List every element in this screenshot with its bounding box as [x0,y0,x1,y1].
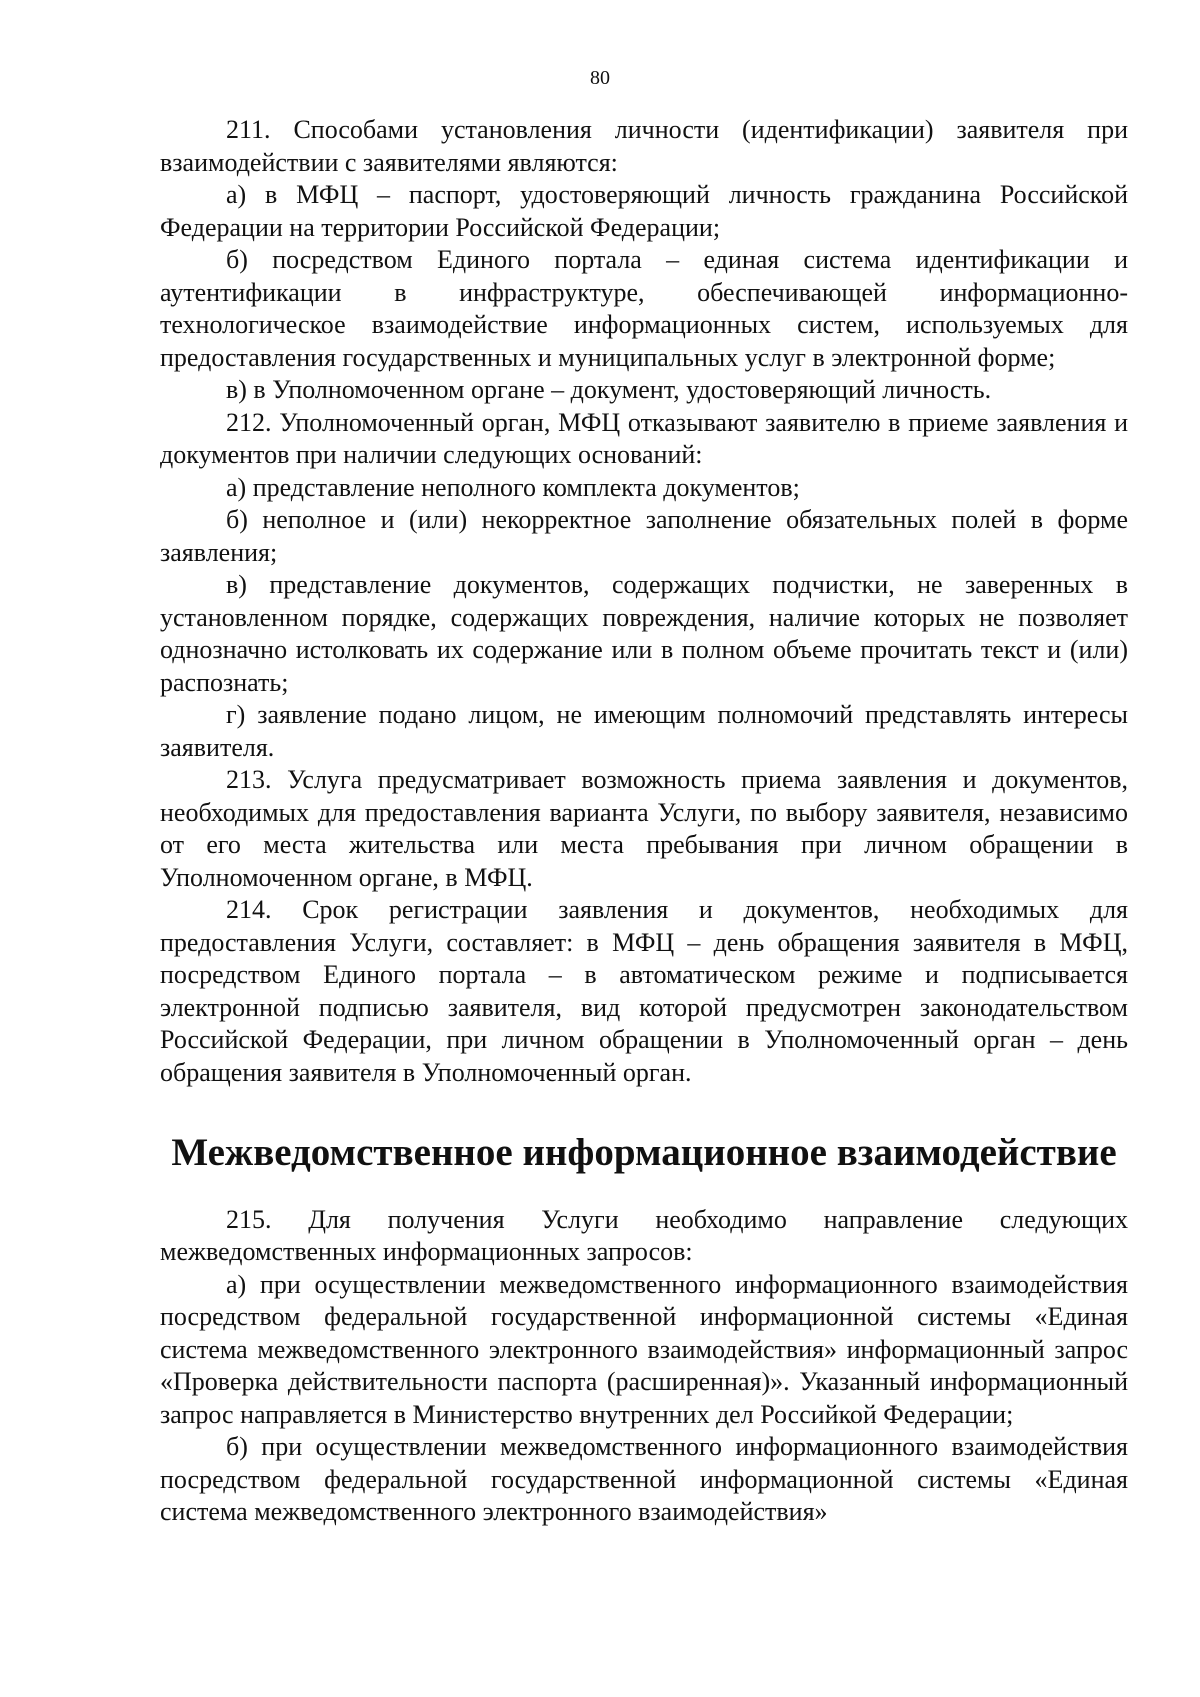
paragraph-211-a: а) в МФЦ – паспорт, удостоверяющий личность гражданина Российской Федерации на территории Российской Федерации; [160,180,1128,242]
paragraph-215-b: б) при осуществлении межведомственного информационного взаимодействия посредством федеральной государственной информационной системы «Единая система межведомственного электронного взаимодействия» [160,1432,1128,1526]
paragraph-212: 212. Уполномоченный орган, МФЦ отказывают заявителю в приеме заявления и документов при наличии следующих оснований: [160,407,1128,469]
paragraph-212-g: г) заявление подано лицом, не имеющим полномочий представлять интересы заявителя. [160,700,1128,762]
paragraph-213: 213. Услуга предусматривает возможность приема заявления и документов, необходимых для предоставления варианта Услуги, по выбору заявителя, независимо от его места жительства или места пребывания при личном обращении в Уполномоченном органе, в МФЦ. [160,765,1128,892]
paragraph-212-v: в) представление документов, содержащих подчистки, не заверенных в установленном порядке, содержащих повреждения, наличие которых не позволяет однозначно истолковать их содержание или в полном объеме прочитать текст и (или) распознать; [160,570,1128,697]
page-number: 80 [590,67,610,89]
paragraph-212-a: а) представление неполного комплекта документов; [226,472,800,502]
paragraph-211-b: б) посредством Единого портала – единая система идентификации и аутентификации в инфраструктуре, обеспечивающей информационно-технологическое взаимодействие информационных систем, используемых для предоставления государственных и муниципальных услуг в электронной форме; [160,245,1128,372]
paragraph-215-a: а) при осуществлении межведомственного информационного взаимодействия посредством федеральной государственной информационной системы «Единая система межведомственного электронного взаимодействия» информационный запрос «Проверка действительности паспорта (расширенная)». Указанный информационный запрос направляется в Министерство внутренних дел Российкой Федерации; [160,1269,1128,1429]
paragraph-215: 215. Для получения Услуги необходимо направление следующих межведомственных информационных запросов: [160,1204,1128,1266]
paragraph-214: 214. Срок регистрации заявления и документов, необходимых для предоставления Услуги, составляет: в МФЦ – день обращения заявителя в МФЦ, посредством Единого портала – в автоматическом режиме и подписывается электронной подписью заявителя, вид которой предусмотрен законодательством Российской Федерации, при личном обращении в Уполномоченный орган – день обращения заявителя в Уполномоченный орган. [160,895,1128,1087]
paragraph-211-v: в) в Уполномоченном органе – документ, удостоверяющий личность. [226,375,992,404]
paragraph-211: 211. Способами установления личности (идентификации) заявителя при взаимодействии с заявителями являются: [160,115,1128,177]
section-heading: Межведомственное информационное взаимодействие [171,1131,1117,1174]
paragraph-212-b: б) неполное и (или) некорректное заполнение обязательных полей в форме заявления; [160,505,1128,567]
document-body [160,114,1128,1529]
